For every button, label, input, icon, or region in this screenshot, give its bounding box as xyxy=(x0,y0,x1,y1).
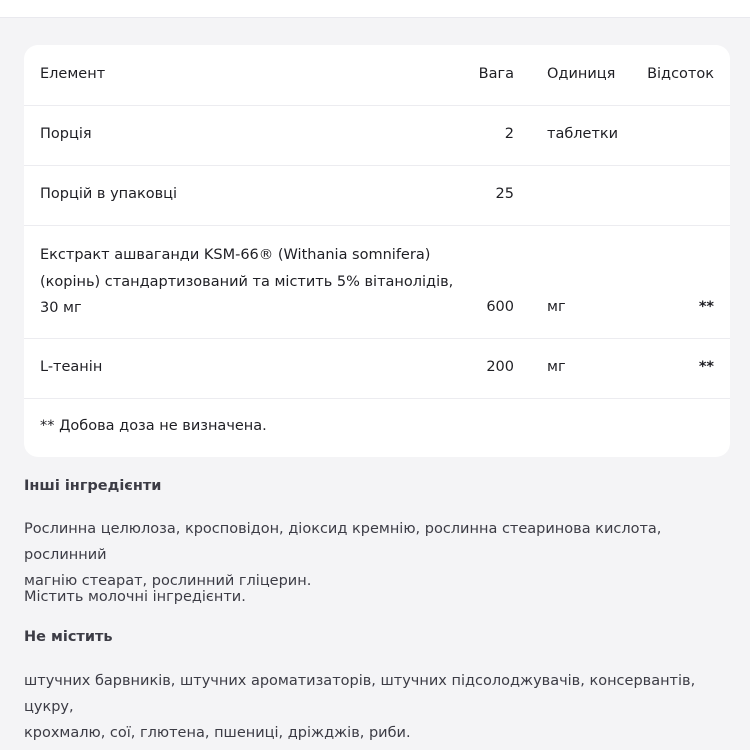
header-unit: Одиниця xyxy=(547,66,616,82)
free-from-text xyxy=(24,668,729,746)
text-line: Рослинна целюлоза, кросповідон, діоксид кремнію, рослинна стеаринова кислота, рослинний xyxy=(24,521,662,563)
row-amount: 200 xyxy=(486,359,514,375)
row-name-line: (корінь) стандартизований та містить 5% вітанолідів, xyxy=(40,273,454,290)
footnote: ** Добова доза не визначена. xyxy=(40,418,267,434)
text-line: крохмалю, сої, глютена, пшениці, дріжджів, риби. xyxy=(24,725,411,741)
header-element: Елемент xyxy=(40,66,106,82)
row-name: Порція xyxy=(40,126,92,142)
row-name xyxy=(40,242,453,322)
row-daily-value: ** xyxy=(698,299,714,315)
row-unit: таблетки xyxy=(547,126,619,142)
other-ingredients-title: Інші інгредієнти xyxy=(24,478,162,494)
row-unit: мг xyxy=(547,359,566,375)
top-bar xyxy=(0,0,750,18)
table-row xyxy=(24,338,730,399)
text-line: штучних барвників, штучних ароматизаторів, штучних підсолоджувачів, консервантів, цукру, xyxy=(24,673,696,715)
table-row xyxy=(24,165,730,226)
row-name-line: Екстракт ашваганди KSM-66® (Withania somnifera) xyxy=(40,247,431,263)
table-row xyxy=(24,105,730,166)
row-daily-value: ** xyxy=(698,359,714,375)
table-footnote-row xyxy=(24,398,730,457)
row-amount: 2 xyxy=(504,126,514,142)
supplement-facts-table xyxy=(24,45,730,457)
row-amount: 600 xyxy=(486,299,514,315)
dairy-note: Містить молочні інгредієнти. xyxy=(24,589,246,605)
header-amount: Вага xyxy=(478,66,514,82)
text-line: магнію стеарат, рослинний гліцерин. xyxy=(24,573,312,589)
row-name: Порцій в упаковці xyxy=(40,186,178,202)
table-row xyxy=(24,225,730,339)
table-header-row xyxy=(24,45,730,106)
header-daily-value: Відсоток xyxy=(647,66,714,82)
row-unit: мг xyxy=(547,299,566,315)
row-amount: 25 xyxy=(495,186,514,202)
other-ingredients-text xyxy=(24,516,729,594)
row-name-line: 30 мг xyxy=(40,300,82,316)
free-from-title: Не містить xyxy=(24,629,113,645)
row-name: L-теанін xyxy=(40,359,103,375)
